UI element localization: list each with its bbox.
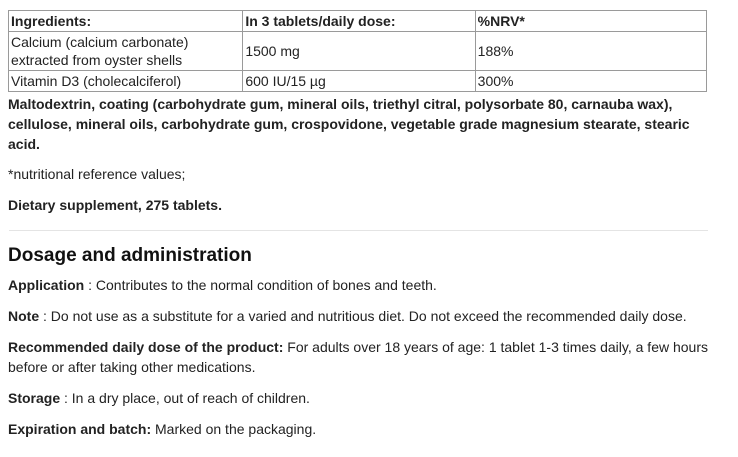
composition-text: Maltodextrin, coating (carbohydrate gum, mineral oils, triethyl citral, polysorbate 80, carnauba wax), cellulose, mineral oils, carbohydrate gum, crospovidone, vegetable grade magnesium stearate, stearic acid.	[8, 96, 690, 152]
dose-cell: 600 IU/15 µg	[243, 71, 475, 92]
dosage-section-title: Dosage and administration	[8, 245, 252, 266]
expiration-label: Expiration and batch:	[8, 421, 152, 437]
supplement-line: Dietary supplement, 275 tablets.	[8, 197, 222, 213]
label-separator: :	[60, 390, 72, 406]
note-text: Do not use as a substitute for a varied and nutritious diet. Do not exceed the recommended daily dose.	[50, 308, 687, 324]
storage-label: Storage	[8, 390, 61, 406]
note-label: Note	[8, 308, 40, 324]
ingredient-cell: Calcium (calcium carbonate) extracted from oyster shells	[9, 32, 243, 71]
application-text: Contributes to the normal condition of bones and teeth.	[95, 277, 437, 293]
application-label: Application	[8, 277, 85, 293]
product-description	[8, 10, 708, 439]
section-divider	[9, 230, 708, 231]
header-daily-dose: In 3 tablets/daily dose:	[243, 11, 475, 32]
label-separator: :	[84, 277, 96, 293]
dose-cell: 1500 mg	[243, 32, 475, 71]
label-separator: :	[39, 308, 51, 324]
recommended-dose-text: For adults over 18 years of age: 1 tablet 1-3 times daily, a few hours before or after taking other medications.	[8, 339, 708, 375]
storage-text: In a dry place, out of reach of children.	[71, 390, 310, 406]
table-row	[9, 71, 707, 92]
storage-paragraph	[8, 388, 708, 408]
expiration-text: Marked on the packaging.	[155, 421, 317, 437]
nrv-cell: 188%	[475, 32, 706, 71]
table-row	[9, 32, 707, 71]
nrv-cell: 300%	[475, 71, 706, 92]
table-header-row	[9, 11, 707, 32]
expiration-paragraph	[8, 419, 708, 439]
recommended-dose-paragraph	[8, 337, 708, 377]
application-paragraph	[8, 275, 708, 295]
header-ingredients: Ingredients:	[9, 11, 243, 32]
note-paragraph	[8, 306, 708, 326]
nrv-footnote: *nutritional reference values;	[8, 166, 186, 182]
recommended-dose-label: Recommended daily dose of the product:	[8, 339, 284, 355]
ingredient-cell: Vitamin D3 (cholecalciferol)	[9, 71, 243, 92]
header-nrv: %NRV*	[475, 11, 706, 32]
ingredients-table	[8, 10, 707, 92]
